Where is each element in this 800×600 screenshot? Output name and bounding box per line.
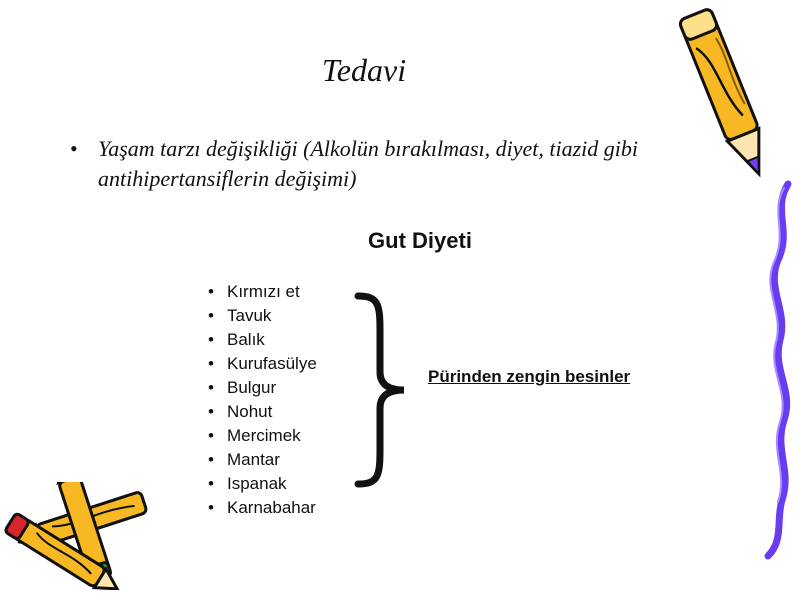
pencil-icon <box>672 0 782 190</box>
crossed-pencils-icon <box>0 482 165 590</box>
food-item: • Kırmızı et <box>205 280 317 304</box>
food-item: • Kurufasülye <box>205 352 317 376</box>
main-bullet-text: Yaşam tarzı değişikliği (Alkolün bırakılması, diyet, tiazid gibi antihipertansiflerin değişimi) <box>98 136 639 191</box>
food-item: • Nohut <box>205 400 317 424</box>
main-bullet <box>70 134 690 194</box>
food-item: • Tavuk <box>205 304 317 328</box>
purine-rich-label: Pürinden zengin besinler <box>428 367 631 386</box>
food-item: • Bulgur <box>205 376 317 400</box>
food-item: • Ispanak <box>205 472 317 496</box>
curly-brace-icon <box>350 290 410 490</box>
food-item: • Mantar <box>205 448 317 472</box>
purple-squiggle <box>758 180 800 560</box>
slide-title: Tedavi <box>321 52 407 88</box>
food-list <box>205 280 317 520</box>
food-item: • Karnabahar <box>205 496 317 520</box>
food-item: • Balık <box>205 328 317 352</box>
bullet-dot: • <box>70 136 78 161</box>
gut-diet-heading: Gut Diyeti <box>368 228 472 253</box>
food-item: • Mercimek <box>205 424 317 448</box>
